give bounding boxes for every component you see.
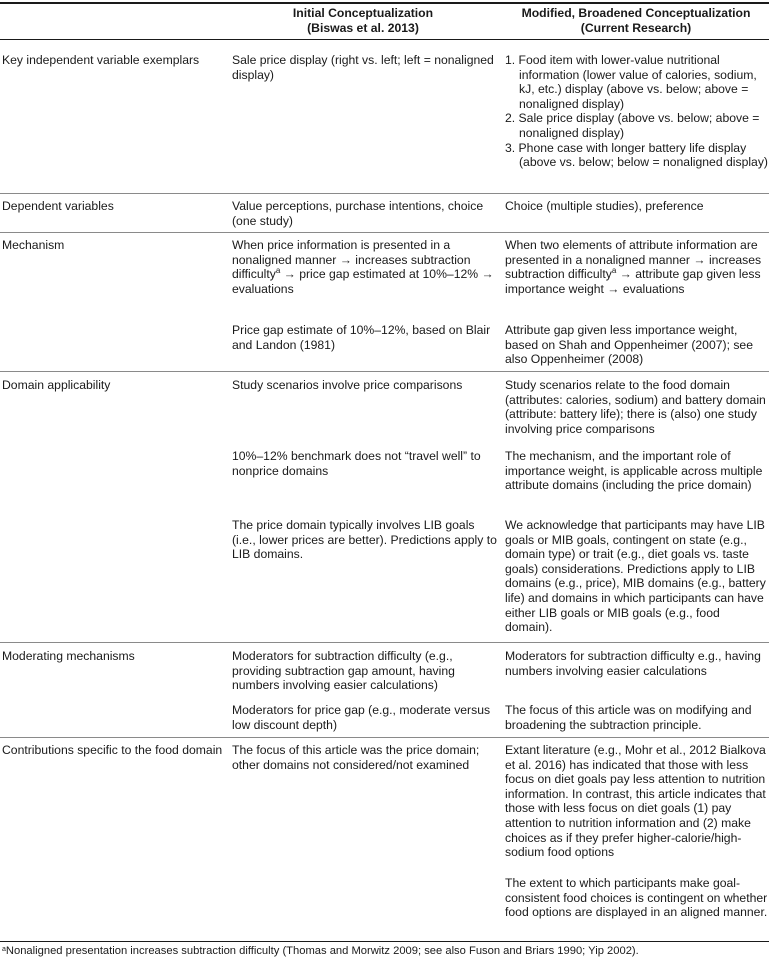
cell-moderating-initial-b: Moderators for price gap (e.g., moderate versus low discount depth) [232,703,491,732]
list-item: 3. Phone case with longer battery life display (above vs. below; below = nonaligned display) [505,140,768,170]
cell-moderating-modified-a: Moderators for subtraction difficulty e.g., having numbers involving easier calculations [505,649,761,678]
cell-dv-initial: Value perceptions, purchase intentions, choice (one study) [232,199,484,228]
row-label-mechanism: Mechanism [2,238,65,252]
table-footnote: $^a$Nonaligned presentation increases subtraction difficulty (Thomas and Morwitz 2009; see also Fuson and Briars 1990; Yip 2002). [2,945,639,957]
cell-mechanism-modified-b: Attribute gap given less importance weight, based on Shah and Oppenheimer (2007); see also Oppenheimer (2008) [505,323,753,367]
cell-dv-modified: Choice (multiple studies), preference [505,199,704,213]
footnote-marker: a [2,946,6,953]
cell-key-iv-modified [505,53,768,170]
cell-domain-initial-a: Study scenarios involve price comparisons [232,378,463,392]
list-item: 1. Food item with lower-value nutritional information (lower value of calories, sodium, kJ, etc.) display (above vs. below; above = nonaligned display) [505,53,757,111]
cell-mechanism-initial-a: When price information is presented in a nonaligned manner → increases subtraction difficulty$^a$ → price gap estimated at 10%–12% → evaluations [232,238,494,296]
cell-key-iv-initial: Sale price display (right vs. left; left = nonaligned display) [232,53,494,82]
cell-moderating-initial-a: Moderators for subtraction difficulty (e.g., providing subtraction gap amount, having numbers involving easier calculations) [232,649,455,693]
cell-domain-initial-c: The price domain typically involves LIB goals (i.e., lower prices are better). Predictions apply to LIB domains. [232,518,497,562]
cell-contrib-modified-b: The extent to which participants make goal-consistent food choices is contingent on whether food options are displayed in an aligned manner. [505,876,768,920]
header-modified-conceptualization: Modified, Broadened Conceptualization (Current Research) [521,6,751,35]
row-divider [0,193,769,194]
list-item: 2. Sale price display (above vs. below; above = nonaligned display) [505,111,760,140]
table-top-rule [0,2,769,4]
cell-mechanism-modified-a: When two elements of attribute information are presented in a nonaligned manner → increases subtraction difficulty$^a$ → attribute gap given less importance weight → evaluations [505,238,762,296]
row-divider [0,232,769,233]
cell-contrib-initial-a: The focus of this article was the price domain; other domains not considered/not examined [232,743,480,772]
cell-mechanism-initial-b: Price gap estimate of 10%–12%, based on Blair and Landon (1981) [232,323,491,352]
cell-domain-modified-b: The mechanism, and the important role of importance weight, is applicable across multiple attribute domains (including the price domain) [505,449,763,493]
row-label-domain: Domain applicability [2,378,111,392]
cell-domain-modified-c: We acknowledge that participants may have LIB goals or MIB goals, contingent on state (e.g., domain type) or trait (e.g., diet goals vs. taste goals) considerations. Predictions apply to LIB domains (e.g., price), MIB domains (e.g., battery life) and domains in which participants can have either LIB goals or MIB goals (e.g., food domain). [505,518,766,635]
row-label-key-iv: Key independent variable exemplars [2,53,200,67]
row-label-moderating: Moderating mechanisms [2,649,135,663]
cell-contrib-modified-a: Extant literature (e.g., Mohr et al., 2012 Bialkova et al. 2016) has indicated that those with less focus on diet goals pay less attention to nutrition information. In contrast, this article indicates that those with less focus on diet goals (1) pay attention to nutrition information and (2) make choices as if they prefer higher-calorie/high-sodium food options [505,743,766,860]
cell-moderating-modified-b: The focus of this article was on modifying and broadening the subtraction principle. [505,703,752,732]
table-bottom-rule [0,941,769,942]
row-divider [0,642,769,643]
row-label-dv: Dependent variables [2,199,114,213]
row-divider [0,371,769,372]
row-label-contributions: Contributions specific to the food domain [2,743,223,757]
cell-domain-initial-b: 10%–12% benchmark does not “travel well” to nonprice domains [232,449,481,478]
header-rule [0,39,769,40]
footnote-marker: a [611,266,617,276]
row-divider [0,737,769,738]
footnote-marker: a [275,266,281,276]
cell-domain-modified-a: Study scenarios relate to the food domain (attributes: calories, sodium) and battery domain (attribute: battery life); there is (also) one study involving price comparisons [505,378,766,436]
header-initial-conceptualization: Initial Conceptualization (Biswas et al. 2013) [292,6,434,35]
